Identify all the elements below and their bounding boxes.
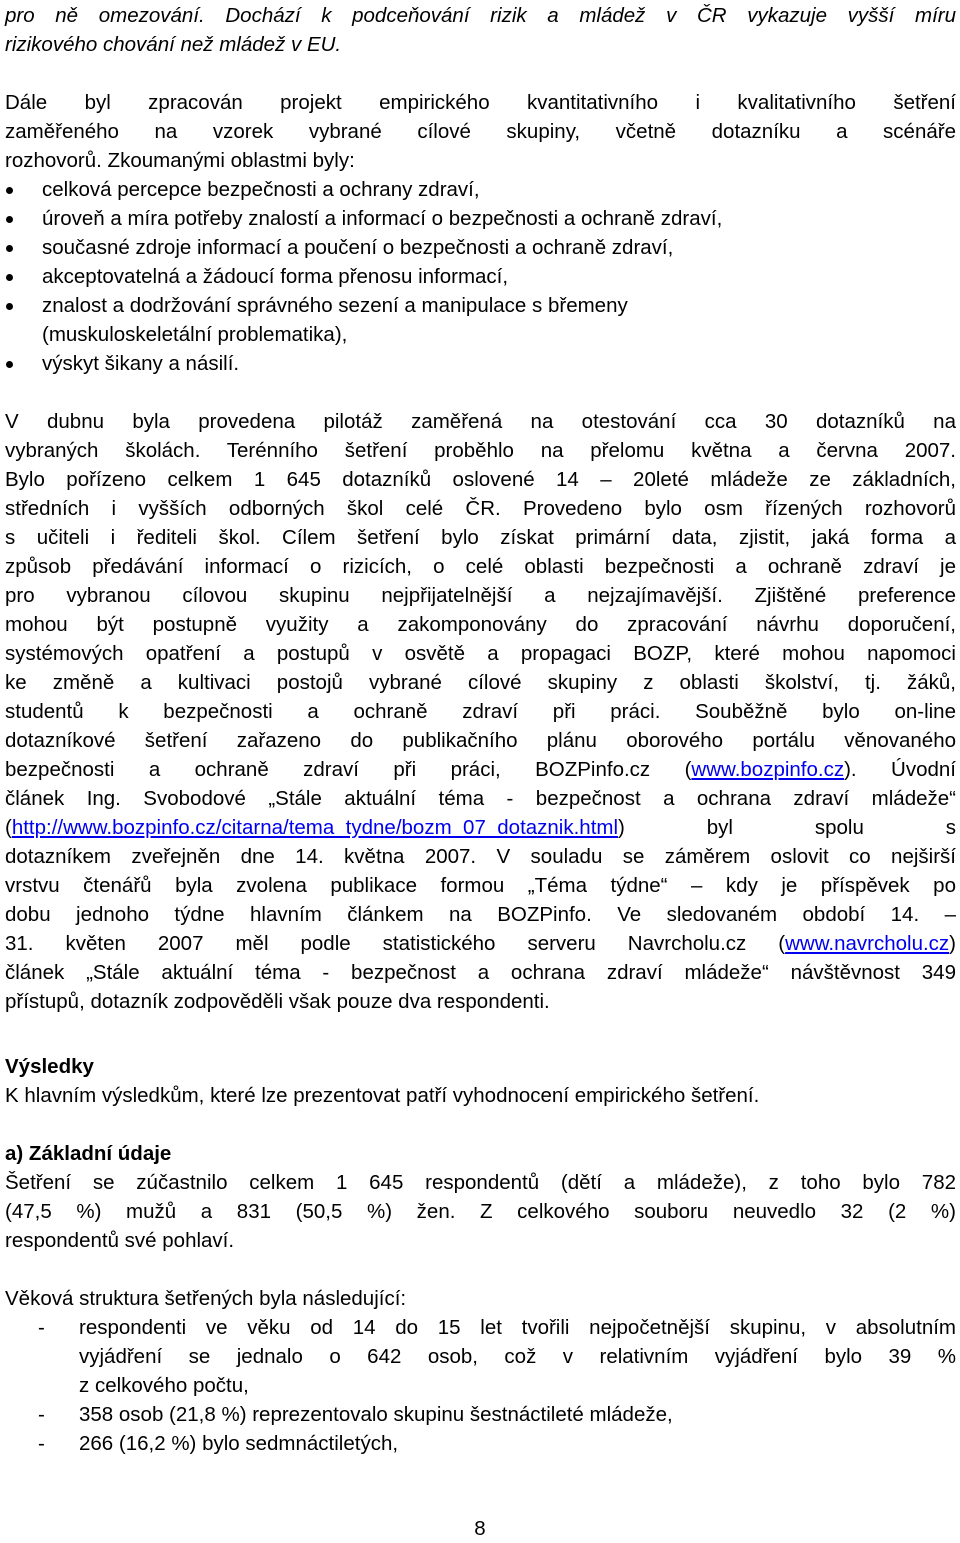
- para2-line-18: dobu jednoho týdne hlavním článkem na BOZPinfo. Ve sledovaném období 14. –: [5, 903, 956, 926]
- basic-line-1: Šetření se zúčastnilo celkem 1 645 respondentů (dětí a mládeže), z toho bylo 782: [5, 1171, 956, 1194]
- list-item: akceptovatelná a žádoucí forma přenosu informací,: [5, 262, 956, 291]
- bullet-icon: [6, 233, 13, 240]
- para2-line-2: vybraných školách. Terénního šetření proběhlo na přelomu května a června 2007.: [5, 439, 956, 462]
- para2-line-5: s učiteli i řediteli škol. Cílem šetření bylo získat primární data, zjistit, jaká forma a: [5, 526, 956, 549]
- para2-line-1: V dubnu byla provedena pilotáž zaměřená na otestování cca 30 dotazníků na: [5, 410, 956, 433]
- list-item: úroveň a míra potřeby znalostí a informací o bezpečnosti a ochraně zdraví,: [5, 204, 956, 233]
- basic-line-3: respondentů své pohlaví.: [5, 1229, 235, 1252]
- bullet-icon: [6, 175, 13, 182]
- results-heading: Výsledky: [5, 1055, 94, 1078]
- basic-line-2: (47,5 %) mužů a 831 (50,5 %) žen. Z celkového souboru neuvedlo 32 (2 %): [5, 1200, 956, 1223]
- para2-line-8: mohou být postupně využity a zakomponovány do zpracování návrhu doporučení,: [5, 613, 956, 636]
- para2-line-10: ke změně a kultivaci postojů vybrané cílové skupiny z oblasti školství, tj. žáků,: [5, 671, 956, 694]
- list-item: respondenti ve věku od 14 do 15 let tvořili nejpočetnější skupinu, v absolutním: [79, 1316, 956, 1339]
- para2-line-13: bezpečnosti a ochraně zdraví při práci, BOZPinfo.cz (www.bozpinfo.cz). Úvodní: [5, 758, 956, 781]
- page-number: 8: [474, 1517, 486, 1540]
- para2-line-21: přístupů, dotazník zodpověděli však pouze dva respondenti.: [5, 990, 550, 1013]
- para1-line-1: Dále byl zpracován projekt empirického kvantitativního i kvalitativního šetření: [5, 91, 956, 114]
- bozpinfo-link[interactable]: www.bozpinfo.cz: [691, 758, 845, 781]
- list-item: celková percepce bezpečnosti a ochrany zdraví,: [5, 175, 956, 204]
- para2-line-15: (http://www.bozpinfo.cz/citarna/tema_tydne/bozm_07_dotaznik.html) byl spolu s: [5, 816, 956, 839]
- list-item: 266 (16,2 %) bylo sedmnáctiletých,: [79, 1432, 399, 1455]
- list-item: současné zdroje informací a poučení o bezpečnosti a ochraně zdraví,: [5, 233, 956, 262]
- article-link[interactable]: http://www.bozpinfo.cz/citarna/tema_tydne/bozm_07_dotaznik.html: [11, 816, 619, 839]
- para2-line-6: způsob předávání informací o rizicích, o celé oblasti bezpečnosti a ochraně zdraví je: [5, 555, 956, 578]
- para2-line-12: dotazníkové šetření zařazeno do publikačního plánu oborového portálu věnovaného: [5, 729, 956, 752]
- para2-line-9: systémových opatření a postupů v osvětě a propagaci BOZP, které mohou napomoci: [5, 642, 956, 665]
- results-text: K hlavním výsledkům, které lze prezentovat patří vyhodnocení empirického šetření.: [5, 1084, 760, 1107]
- dash-marker: -: [38, 1432, 45, 1455]
- list-item-continuation: (muskuloskeletální problematika),: [42, 323, 348, 346]
- intro-line-2: rizikového chování než mládež v EU.: [5, 33, 342, 56]
- age-intro: Věková struktura šetřených byla následující:: [5, 1287, 407, 1310]
- para2-line-7: pro vybranou cílovou skupinu nejpřijatelnější a nejzajímavější. Zjištěné preference: [5, 584, 956, 607]
- list-item: znalost a dodržování správného sezení a manipulace s břemeny: [5, 291, 956, 320]
- bullet-icon: [6, 349, 13, 356]
- navrcholu-link[interactable]: www.navrcholu.cz: [785, 932, 950, 955]
- para2-line-3: Bylo pořízeno celkem 1 645 dotazníků oslovené 14 – 20leté mládeže ze základních,: [5, 468, 956, 491]
- bullet-icon: [6, 291, 13, 298]
- intro-line-1: pro ně omezování. Dochází k podceňování rizik a mládež v ČR vykazuje vyšší míru: [5, 4, 956, 27]
- para2-line-14: článek Ing. Svobodové „Stále aktuální téma - bezpečnost a ochrana zdraví mládeže“: [5, 787, 956, 810]
- bullet-icon: [6, 204, 13, 211]
- dash-marker: -: [38, 1316, 45, 1339]
- para1-line-2: zaměřeného na vzorek vybrané cílové skupiny, včetně dotazníku a scénáře: [5, 120, 956, 143]
- list-item: 358 osob (21,8 %) reprezentovalo skupinu šestnáctileté mládeže,: [79, 1403, 673, 1426]
- para2-line-20: článek „Stále aktuální téma - bezpečnost a ochrana zdraví mládeže“ návštěvnost 349: [5, 961, 956, 984]
- para2-line-17: vrstvu čtenářů byla zvolena publikace formou „Téma týdne“ – kdy je příspěvek po: [5, 874, 956, 897]
- para2-line-19: 31. květen 2007 měl podle statistického serveru Navrcholu.cz (www.navrcholu.cz): [5, 932, 956, 955]
- list-item-continuation: z celkového počtu,: [79, 1374, 249, 1397]
- para2-line-4: středních i vyšších odborných škol celé ČR. Provedeno bylo osm řízených rozhovorů: [5, 497, 956, 520]
- basic-data-heading: a) Základní údaje: [5, 1142, 172, 1165]
- dash-marker: -: [38, 1403, 45, 1426]
- bullet-icon: [6, 262, 13, 269]
- para1-line-3: rozhovorů. Zkoumanými oblastmi byly:: [5, 149, 355, 172]
- para2-line-11: studentů k bezpečnosti a ochraně zdraví při práci. Souběžně bylo on-line: [5, 700, 956, 723]
- para2-line-16: dotazníkem zveřejněn dne 14. května 2007. V souladu se záměrem oslovit co nejširší: [5, 845, 956, 868]
- list-item-continuation: vyjádření se jednalo o 642 osob, což v relativním vyjádření bylo 39 %: [79, 1345, 956, 1368]
- list-item: výskyt šikany a násilí.: [5, 349, 956, 378]
